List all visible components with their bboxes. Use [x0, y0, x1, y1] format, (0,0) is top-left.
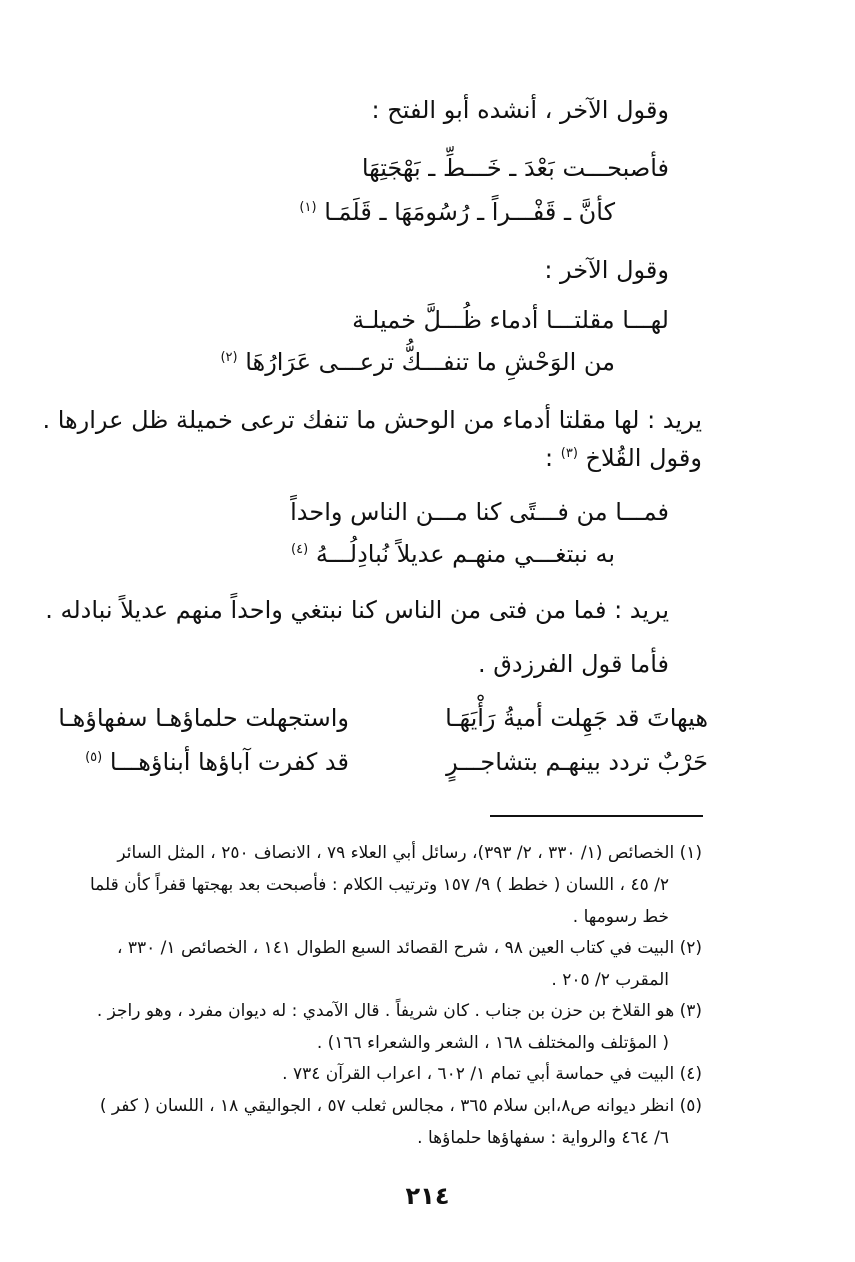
footnote-line: (١) الخصائص (١/ ٣٣٠ ، ٢/ ٣٩٣)، رسائل أبي العلاء ٧٩ ، الانصاف ٢٥٠ ، المثل السائر: [117, 843, 702, 863]
footnote-line: (٢) البيت في كتاب العين ٩٨ ، شرح القصائد السبع الطوال ١٤١ ، الخصائص ١/ ٣٣٠ ،: [116, 938, 702, 958]
intro-line-3-colon: :: [545, 444, 554, 472]
poem2-verse-1: لهـــا مقلتـــا أدماء ظُـــلَّ خميلـة: [352, 306, 669, 334]
intro-line-2: وقول الآخر :: [544, 256, 669, 284]
explanation-3: يريد : فما من فتى من الناس كنا نبتغي واحداً منهم عديلاً نبادله .: [45, 596, 669, 624]
footnote-line: (٤) البيت في حماسة أبي تمام ١/ ٦٠٢ ، اعراب القرآن ٧٣٤ .: [282, 1064, 702, 1084]
footnote-line: (٥) انظر ديوانه ص٨،ابن سلام ٣٦٥ ، مجالس ثعلب ٥٧ ، الجواليقي ١٨ ، اللسان ( كفر ): [99, 1096, 702, 1116]
page-number: ٢١٤: [405, 1182, 450, 1210]
footnote-ref-4: (٤): [291, 542, 309, 557]
footnote-line: ٢/ ٤٥ ، اللسان ( خطط ) ٩/ ١٥٧ وترتيب الكلام : فأصبحت بعد بهجتها قفراً كأن قلما: [89, 875, 669, 895]
poem3-verse-2-text: به نبتغـــي منهـم عديلاً نُبادِلُـــهُ: [315, 540, 615, 568]
poem4-left-hemistich-2: [85, 750, 349, 774]
footnote-line: خط رسومها .: [572, 907, 669, 927]
intro-line-4: فأما قول الفرزدق .: [477, 650, 669, 678]
intro-line-3-text: وقول القُلاخ: [585, 444, 702, 472]
footnote-line: ٦/ ٤٦٤ والرواية : سفهاؤها حلماؤها .: [417, 1128, 669, 1148]
poem2-verse-2-text: من الوَحْشِ ما تنفـــكُّ ترعـــى عَرَارُهَا: [245, 348, 615, 376]
poem1-verse-1: فأصبحـــت بَعْدَ ـ خَـــطِّ ـ بَهْجَتِهَا: [361, 154, 669, 182]
footnote-separator: [490, 815, 703, 817]
poem4-left-hemistich-2-text: قد كفرت آباؤها أبناؤهـــا: [109, 748, 349, 776]
footnote-line: ( المؤتلف والمختلف ١٦٨ ، الشعر والشعراء ١٦٦) .: [316, 1033, 669, 1053]
footnote-ref-5: (٥): [85, 750, 103, 765]
footnote-ref-3: (٣): [560, 446, 578, 461]
poem4-left-hemistich-1: واستجهلت حلماؤهـا سفهاؤهـا: [58, 704, 349, 732]
footnote-line: المقرب ٢/ ٢٠٥ .: [551, 970, 669, 990]
footnote-ref-2: (٢): [220, 350, 238, 365]
explanation-2: يريد : لها مقلتا أدماء من الوحش ما تنفك ترعى خميلة ظل عرارها .: [42, 406, 702, 434]
intro-line-1: وقول الآخر ، أنشده أبو الفتح :: [371, 96, 669, 124]
poem3-verse-2: [291, 542, 615, 566]
poem3-verse-1: فمـــا من فـــتًى كنا مـــن الناس واحداً: [290, 498, 669, 526]
poem4-right-hemistich-1: هيهاتَ قد جَهِلت أميةُ رَأْيَهَـا: [445, 704, 708, 732]
poem4-right-hemistich-2: حَرْبٌ تردد بينهـم بتشاجـــرٍ: [446, 748, 708, 776]
intro-line-3: [545, 446, 702, 470]
poem2-verse-2: [220, 350, 615, 374]
poem1-verse-2: [299, 200, 615, 224]
poem1-verse-2-text: كأنَّ ـ قَفْـــراً ـ رُسُومَهَا ـ قَلَمَـا: [324, 198, 615, 226]
footnote-line: (٣) هو القلاخ بن حزن بن جناب . كان شريفاً . قال الآمدي : له ديوان مفرد ، وهو راجز .: [96, 1001, 702, 1021]
footnote-ref-1: (١): [299, 200, 317, 215]
